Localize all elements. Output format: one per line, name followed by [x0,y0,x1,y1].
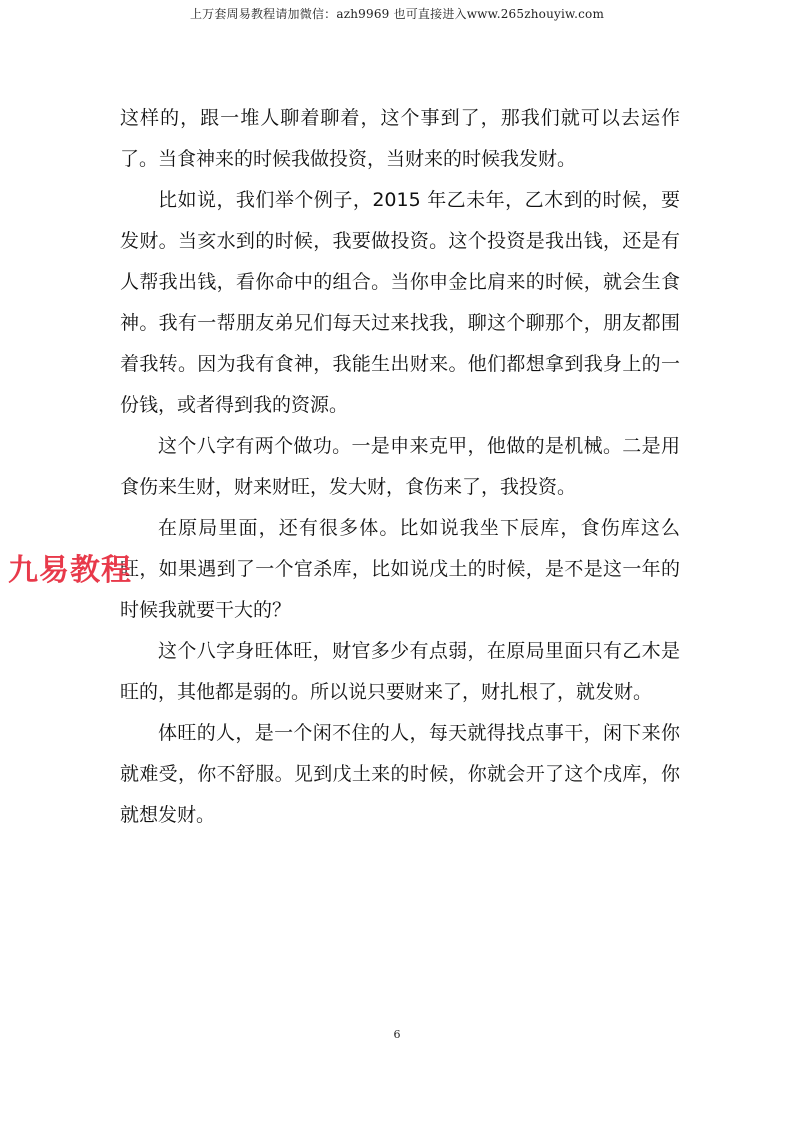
watermark-logo: 九易教程 [8,553,132,588]
paragraph: 这样的，跟一堆人聊着聊着，这个事到了，那我们就可以去运作了。当食神来的时候我做投资，当财来的时候我发财。 [120,107,680,170]
page-number: 6 [393,1028,401,1041]
body-content [120,98,680,836]
paragraph: 在原局里面，还有很多体。比如说我坐下辰库，食伤库这么旺，如果遇到了一个官杀库，比如说戊土的时候，是不是这一年的时候我就要干大的？ [120,517,680,621]
paragraph: 这个八字身旺体旺，财官多少有点弱，在原局里面只有乙木是旺的，其他都是弱的。所以说只要财来了，财扎根了，就发财。 [120,640,680,703]
paragraph: 体旺的人，是一个闲不住的人，每天就得找点事干，闲下来你就难受，你不舒服。见到戊土来的时候，你就会开了这个戌库，你就想发财。 [120,722,680,826]
header-text: 上万套周易教程请加微信：azh9969 也可直接进入www.265zhouyiw.com [189,7,605,21]
paragraph: 比如说，我们举个例子，2015 年乙未年，乙木到的时候，要发财。当亥水到的时候，我要做投资。这个投资是我出钱，还是有人帮我出钱，看你命中的组合。当你申金比肩来的时候，就会生食神。我有一帮朋友弟兄们每天过来找我，聊这个聊那个，朋友都围着我转。因为我有食神，我能生出财来。他们都想拿到我身上的一份钱，或者得到我的资源。 [120,189,680,416]
paragraph: 这个八字有两个做功。一是申来克甲，他做的是机械。二是用食伤来生财，财来财旺，发大财，食伤来了，我投资。 [120,435,680,498]
